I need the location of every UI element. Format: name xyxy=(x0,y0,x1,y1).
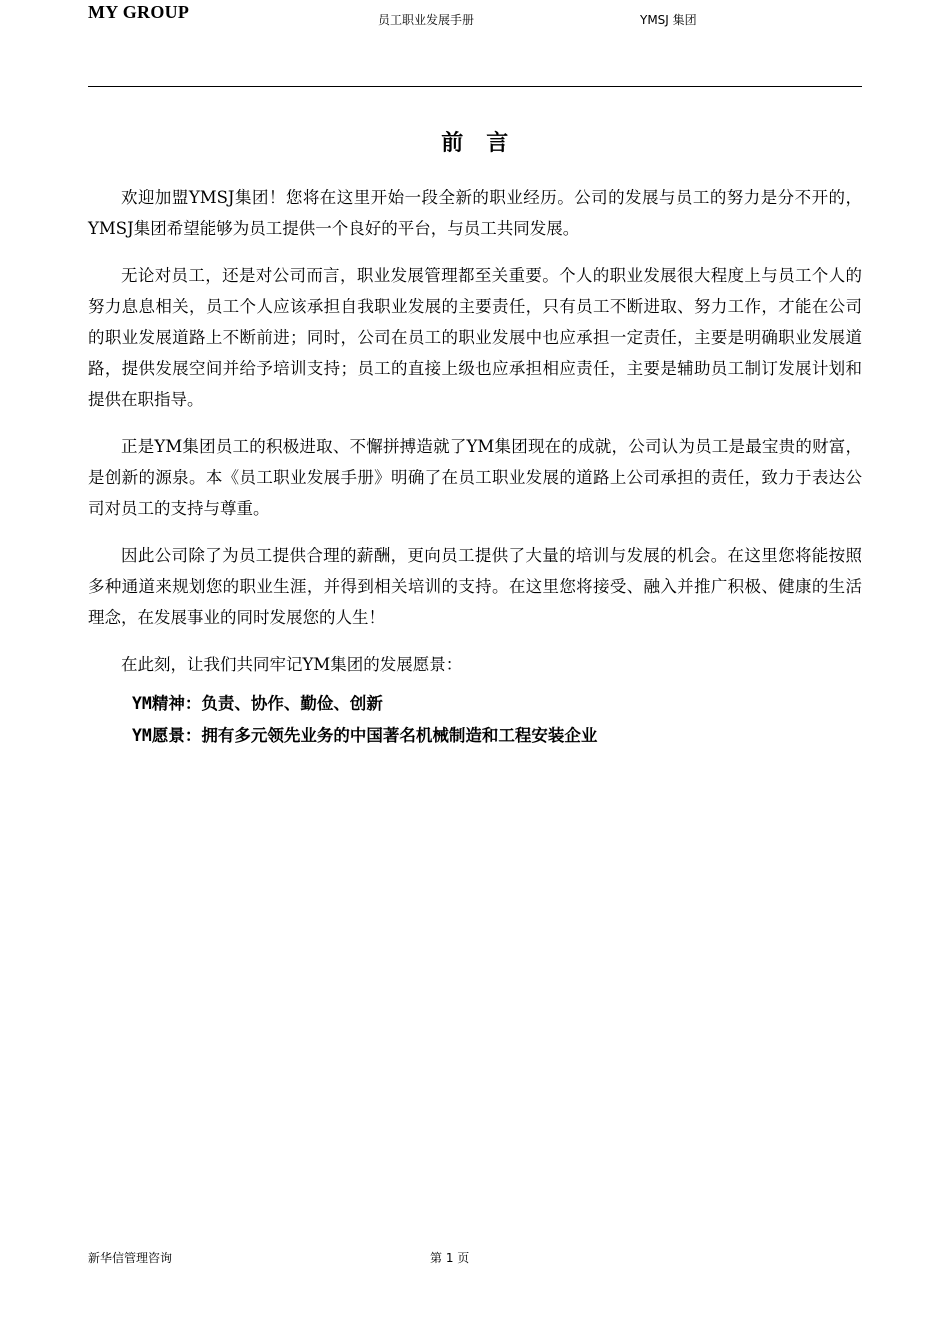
footer-consultancy: 新华信管理咨询 xyxy=(88,1251,173,1265)
motto-vision: YM愿景：拥有多元领先业务的中国著名机械制造和工程安装企业 xyxy=(132,726,598,745)
header-company-name: MY GROUP xyxy=(88,2,190,22)
paragraph-company-achievement: 正是YM集团员工的积极进取、不懈拼搏造就了YM集团现在的成就，公司认为员工是最宝贵的财富，是创新的源泉。本《员工职业发展手册》明确了在员工职业发展的道路上公司承担的责任，致力于表达公司对员工的支持与尊重。 xyxy=(88,437,862,518)
header-group-name: YMSJ 集团 xyxy=(640,13,697,27)
page-title: 前 言 xyxy=(441,131,509,156)
motto-spirit: YM精神：负责、协作、勤俭、创新 xyxy=(132,694,383,713)
footer-page-number: 第 1 页 xyxy=(430,1251,470,1265)
page-header xyxy=(88,56,862,87)
motto-block xyxy=(88,688,862,752)
header-document-title: 员工职业发展手册 xyxy=(378,13,475,27)
paragraph-career-management: 无论对员工，还是对公司而言，职业发展管理都至关重要。个人的职业发展很大程度上与员工个人的努力息息相关，员工个人应该承担自我职业发展的主要责任，只有员工不断进取、努力工作，才能在公司的职业发展道路上不断前进；同时，公司在员工的职业发展中也应承担一定责任，主要是明确职业发展道路，提供发展空间并给予培训支持；员工的直接上级也应承担相应责任，主要是辅助员工制订发展计划和提供在职指导。 xyxy=(88,266,862,409)
paragraph-opportunities: 因此公司除了为员工提供合理的薪酬，更向员工提供了大量的培训与发展的机会。在这里您将能按照多种通道来规划您的职业生涯，并得到相关培训的支持。在这里您将接受、融入并推广积极、健康的生活理念，在发展事业的同时发展您的人生！ xyxy=(88,546,862,627)
paragraph-welcome: 欢迎加盟YMSJ集团！您将在这里开始一段全新的职业经历。公司的发展与员工的努力是分不开的，YMSJ集团希望能够为员工提供一个良好的平台，与员工共同发展。 xyxy=(88,188,862,238)
paragraph-vision-intro: 在此刻，让我们共同牢记YM集团的发展愿景： xyxy=(121,655,463,674)
preface-body xyxy=(88,182,862,752)
